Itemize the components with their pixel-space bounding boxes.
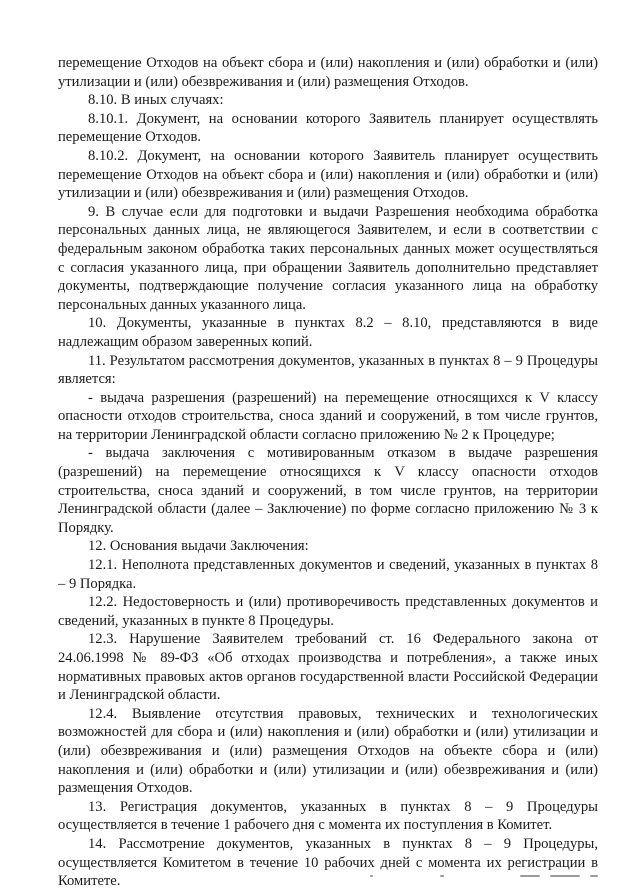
paragraph-8-10-1: 8.10.1. Документ, на основании которого Заявитель планирует осуществлять перемещение Отходов.: [58, 110, 598, 146]
paragraph-12-1: 12.1. Неполнота представленных документов и сведений, указанных в пунктах 8 – 9 Порядка.: [58, 557, 598, 592]
paragraph-12: 12. Основания выдачи Заключения:: [88, 538, 309, 555]
scan-speck: [520, 875, 540, 877]
paragraph-11-bullet-2: - выдача заключения с мотивированным отказом в выдаче разрешения (разрешений) на перемещение относящихся к V классу опасности отходов строительства, сноса зданий и сооружений, в том числе грунтов, на территории Ленинградской области (далее – Заключение) по форме согласно приложению № 3 к Порядку.: [58, 445, 598, 536]
paragraph-9: 9. В случае если для подготовки и выдачи Разрешения необходима обработка персональных данных лица, не являющегося Заявителем, и если в соответствии с федеральным законом обработка таких персональных данных может осуществляться с согласия указанного лица, при обращении Заявитель дополнительно представляет документы, подтверждающие получение согласия указанного лица на обработку персональных данных указанного лица.: [58, 203, 598, 313]
scan-speck: [590, 875, 598, 877]
paragraph-continuation: перемещение Отходов на объект сбора и (или) накопления и (или) обработки и (или) утилизации и (или) обезвреживания и (или) размещения Отходов.: [58, 55, 598, 90]
scan-artifacts: [370, 872, 610, 880]
paragraph-11-bullet-1: - выдача разрешения (разрешений) на перемещение относящихся к V классу опасности отходов строительства, сноса зданий и сооружений, в том числе грунтов, на территории Ленинградской области согласно приложению № 2 к Процедуре;: [58, 389, 598, 443]
paragraph-8-10-2: 8.10.2. Документ, на основании которого Заявитель планирует осуществить перемещение Отходов на объект сбора и (или) накопления и (или) обработки и (или) утилизации и (или) обезвреживания и (или) размещения Отходов.: [58, 147, 598, 202]
paragraph-13: 13. Регистрация документов, указанных в пунктах 8 – 9 Процедуры осуществляется в течение 1 рабочего дня с момента их поступления в Комитет.: [58, 798, 598, 834]
paragraph-12-2: 12.2. Недостоверность и (или) противоречивость представленных документов и сведений, указанных в пункте 8 Процедуры.: [58, 594, 598, 629]
paragraph-12-4: 12.4. Выявление отсутствия правовых, технических и технологических возможностей для сбора и (или) накопления и (или) обработки и (или) утилизации и (или) обезвреживания и (или) размещения Отходов на объекте сбора и (или) накопления и (или) обработки и (или) утилизации и (или) обезвреживания и (или) размещения Отходов.: [58, 705, 598, 797]
scan-speck: [370, 875, 373, 877]
scan-speck: [550, 875, 580, 877]
paragraph-10: 10. Документы, указанные в пунктах 8.2 – 8.10, представляются в виде надлежащим образом заверенных копий.: [58, 315, 598, 350]
document-page: [58, 54, 598, 891]
paragraph-12-3: 12.3. Нарушение Заявителем требований ст. 16 Федерального закона от 24.06.1998 № 89-ФЗ «Об отходах производства и потребления», а также иных нормативных правовых актов органов государственной власти Российской Федерации и Ленинградской области.: [58, 631, 598, 704]
paragraph-8-10: 8.10. В иных случаях:: [88, 92, 224, 109]
paragraph-11: 11. Результатом рассмотрения документов, указанных в пунктах 8 – 9 Процедуры является:: [58, 352, 598, 388]
scan-speck: [440, 875, 444, 877]
paragraph-14: 14. Рассмотрение документов, указанных в пунктах 8 – 9 Процедуры, осуществляется Комитетом в течение 10 рабочих дней с момента их регистрации в Комитете.: [58, 835, 598, 890]
